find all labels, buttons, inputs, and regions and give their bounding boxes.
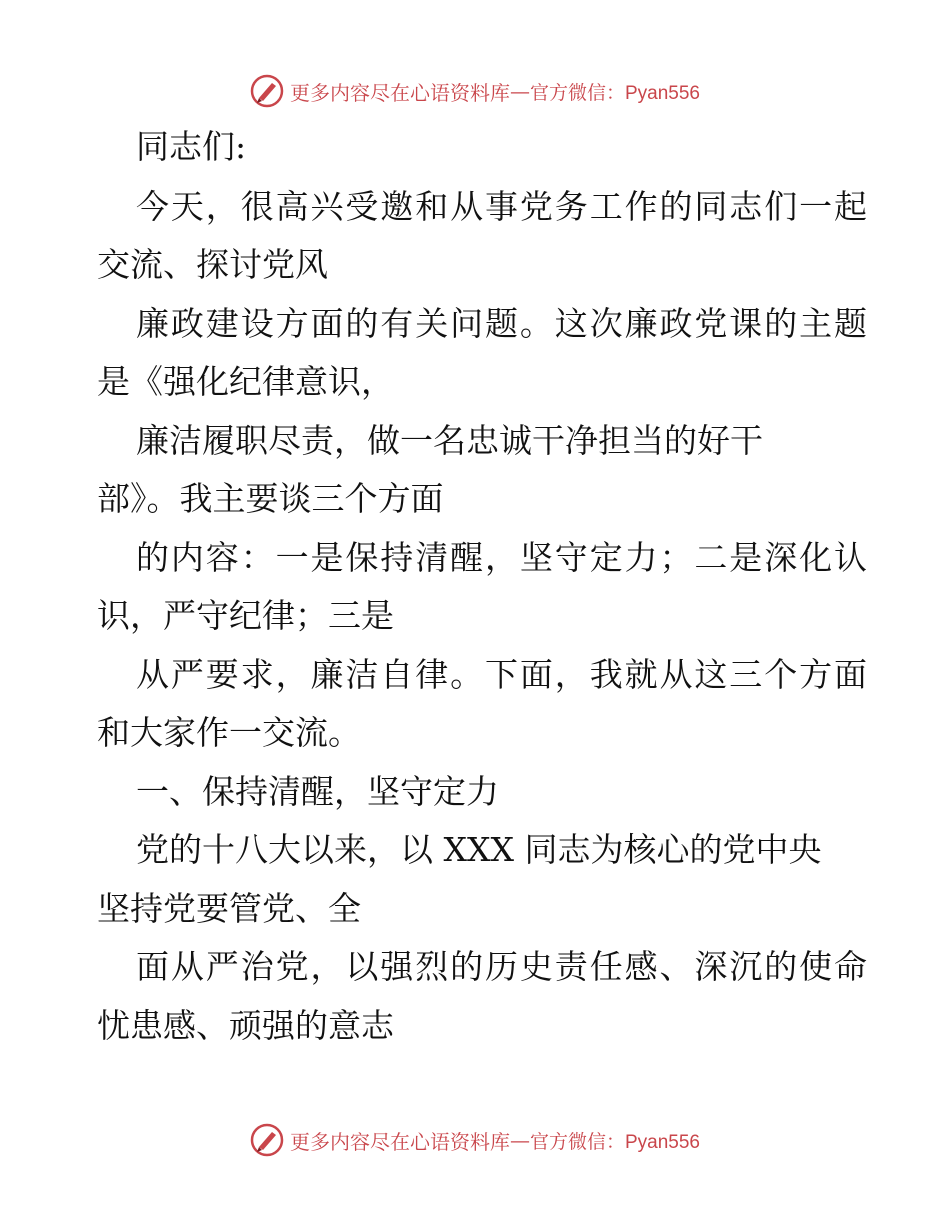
text-line: 是《强化纪律意识，	[97, 362, 394, 401]
footer-site-text: 更多内容尽在心语资料库	[289, 1129, 510, 1154]
text-line: 面从严治党，以强烈的历史责任感、深沉的使命	[136, 947, 869, 986]
text-line: 和大家作一交流。	[97, 713, 361, 752]
text-line: 从严要求，廉洁自律。下面，我就从这三个方面	[136, 655, 869, 694]
header-site-text: 更多内容尽在心语资料库	[289, 80, 510, 105]
text-line: 今天，很高兴受邀和从事党务工作的同志们一起	[136, 187, 869, 226]
section-heading: 一、保持清醒，坚守定力	[136, 772, 499, 811]
text-line: 廉政建设方面的有关问题。这次廉政党课的主题	[136, 304, 869, 343]
pen-logo-icon	[250, 1123, 284, 1157]
footer-watermark-banner	[0, 1120, 950, 1160]
text-line: 坚持党要管党、全	[97, 889, 361, 928]
text-line: 识，严守纪律；三是	[97, 596, 394, 635]
text-line: 的内容：一是保持清醒，坚守定力；二是深化认	[136, 538, 869, 577]
text-line: 党的十八大以来，以 XXX 同志为核心的党中央	[136, 830, 822, 869]
footer-separator: —	[509, 1128, 530, 1152]
header-wechat-text: 官方微信：Pyan556	[529, 82, 700, 104]
text-line: 部》。我主要谈三个方面	[97, 479, 444, 518]
footer-wechat-text: 官方微信：Pyan556	[529, 1131, 700, 1153]
text-line: 交流、探讨党风	[97, 245, 328, 284]
text-line: 廉洁履职尽责，做一名忠诚干净担当的好干	[136, 421, 763, 460]
text-line: 忧患感、顽强的意志	[97, 1006, 394, 1045]
text-line: 同志们:	[136, 127, 247, 166]
header-separator: —	[509, 79, 530, 103]
